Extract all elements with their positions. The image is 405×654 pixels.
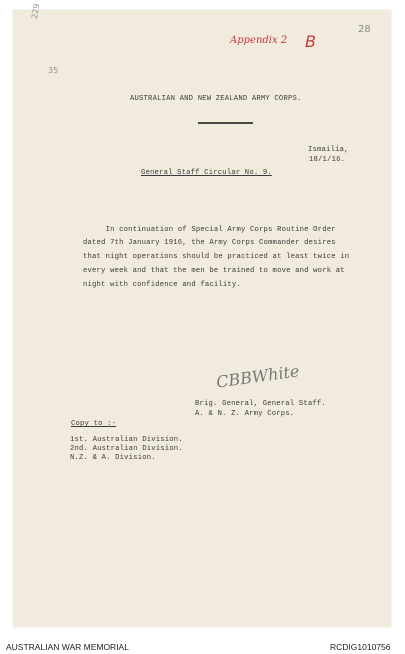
appendix-letter: B	[305, 32, 316, 51]
body-line: night with confidence and facility.	[83, 281, 241, 289]
place-line: Ismailia,	[308, 146, 349, 154]
signature-title: Brig. General, General Staff.	[195, 400, 326, 408]
distribution-item: 1st. Australian Division.	[70, 436, 183, 444]
page-number: 28	[358, 24, 371, 35]
signature-unit: A. & N. Z. Army Corps.	[195, 410, 295, 418]
pencil-annotation: 229	[30, 2, 42, 20]
body-line: every week and that the men be trained to move and work at	[83, 267, 345, 275]
footer-source: AUSTRALIAN WAR MEMORIAL	[6, 642, 129, 652]
document-heading: AUSTRALIAN AND NEW ZEALAND ARMY CORPS.	[130, 95, 302, 103]
copy-to-label: Copy to :-	[71, 420, 117, 428]
circular-title: General Staff Circular No. 9.	[141, 169, 272, 177]
appendix-annotation: Appendix 2	[230, 35, 288, 46]
heading-rule	[198, 122, 253, 124]
body-line: In continuation of Special Army Corps Routine Order	[83, 226, 336, 234]
pencil-annotation-small: 35	[48, 66, 59, 75]
distribution-item: N.Z. & A. Division.	[70, 454, 156, 462]
body-line: that night operations should be practiced at least twice in	[83, 253, 350, 261]
footer-record-id: RCDIG1010756	[330, 642, 391, 652]
date-line: 18/1/16.	[309, 156, 346, 164]
document-page	[13, 2, 391, 627]
body-line: dated 7th January 1916, the Army Corps Commander desires	[83, 239, 336, 247]
handwritten-signature: CBBWhite	[215, 361, 301, 392]
distribution-item: 2nd. Australian Division.	[70, 445, 183, 453]
